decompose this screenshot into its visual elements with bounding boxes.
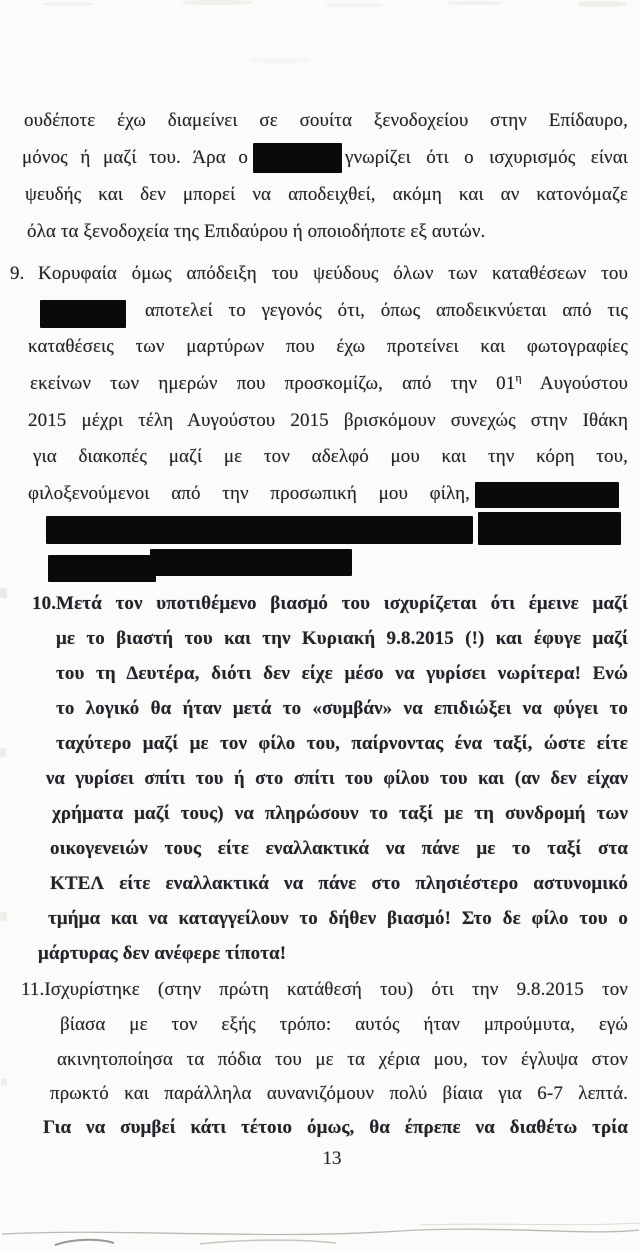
scan-edge-mark (0, 748, 6, 757)
text-line: 2015 μέχρι τέλη Αυγούστου 2015 βρισκόμουν συνεχώς στην Ιθάκη (28, 410, 628, 431)
text-line: μόνος ή μαζί του. Άρα ο (22, 147, 248, 168)
text-line: το λογικό θα ήταν μετά το «συμβάν» να επιδιώξει να φύγει το (56, 698, 628, 719)
text-line: 11.Ισχυρίστηκε (στην πρώτη κατάθεσή του) ότι την 9.8.2015 τον (21, 979, 628, 1000)
text-line: Για να συμβεί κάτι τέτοιο όμως, θα έπρεπε να διαθέτω τρία (43, 1117, 628, 1138)
redaction-bar (478, 512, 621, 545)
text-line: να γυρίσει σπίτι του ή στο σπίτι του φίλου του και (αν δεν είχαν (46, 768, 628, 789)
redaction-bar (253, 143, 342, 173)
text-line: ουδέποτε έχω διαμείνει σε σουίτα ξενοδοχείου στην Επίδαυρο, (24, 110, 628, 131)
scan-smudge (250, 58, 310, 63)
redaction-bar (46, 516, 473, 544)
redaction-bar (150, 549, 352, 576)
redaction-bar (40, 300, 126, 328)
text-line: αποτελεί το γεγονός ότι, όπως αποδεικνύεται από τις (145, 300, 628, 321)
scan-smudge (42, 2, 94, 6)
redaction-bar (475, 482, 619, 508)
scan-edge-mark (1, 1078, 7, 1086)
scan-smudge (578, 1, 626, 7)
text-line: ακινητοποίησα τα πόδια του με τα χέρια μου, τον έγλυψα στον (57, 1049, 628, 1070)
text-line: καταθέσεις των μαρτύρων που έχω προτείνει και φωτογραφίες (28, 336, 628, 357)
text-line: για διακοπές μαζί με τον αδελφό μου και την κόρη του, (33, 446, 628, 467)
text-line: τμήμα και να καταγγείλουν το δήθεν βιασμό! Στο δε φίλο του ο (48, 908, 628, 929)
text-line: οικογενειών τους είτε εναλλακτικά να πάνε με το ταξί στα (50, 838, 628, 859)
superscript: η (515, 370, 522, 385)
scan-edge-mark (0, 912, 7, 921)
scan-artifact-lines (0, 1218, 640, 1250)
redaction-bar (48, 555, 156, 582)
text-line: του τη Δευτέρα, διότι δεν είχε μέσο να γυρίσει νωρίτερα! Ενώ (56, 663, 628, 684)
text-line: 10.Μετά τον υποτιθέμενο βιασμό του ισχυρίζεται ότι έμεινε μαζί (32, 593, 628, 614)
text-line: όλα τα ξενοδοχεία της Επιδαύρου ή οποιοδήποτε εξ αυτών. (27, 221, 486, 242)
item-9-marker: 9. (10, 263, 25, 284)
text-line: Κορυφαία όμως απόδειξη του ψεύδους όλων των καταθέσεων του (38, 263, 628, 284)
text-line: μάρτυρας δεν ανέφερε τίποτα! (38, 943, 287, 964)
text-line: χρήματα μαζί τους) να πληρώσουν το ταξί με τη συνδρομή των (52, 803, 628, 824)
text-line: ψευδής και δεν μπορεί να αποδειχθεί, ακόμη και αν κατονόμαζε (25, 184, 628, 205)
scan-smudge (325, 3, 383, 7)
text-line: με το βιαστή του και την Κυριακή 9.8.2015 (!) και έφυγε μαζί (56, 628, 628, 649)
scan-edge-mark (0, 588, 7, 598)
text-line: ΚΤΕΛ είτε εναλλακτικά να πάνε στο πλησιέστερο αστυνομικό (50, 873, 628, 894)
page-number: 13 (322, 1148, 342, 1169)
text-line: εκείνων των ημερών που προσκομίζω, από την $01^\eta$ Αυγούστου (30, 370, 628, 394)
scan-smudge (182, 0, 252, 5)
text-line: πρωκτό και παράλληλα αυνανιζόμουν πολύ βίαια για 6-7 λεπτά. (50, 1083, 628, 1104)
text-line: φιλοξενούμενοι από την προσωπική μου φίλη, (28, 483, 470, 504)
scan-smudge (448, 1, 502, 5)
text-line: ταχύτερο μαζί με τον φίλο του, παίρνοντας ένα ταξί, ώστε είτε (56, 733, 628, 754)
text-line: γνωρίζει ότι ο ισχυρισμός είναι (345, 147, 628, 168)
text-line: βίασα με τον εξής τρόπο: αυτός ήταν μπρούμυτα, εγώ (60, 1014, 628, 1035)
